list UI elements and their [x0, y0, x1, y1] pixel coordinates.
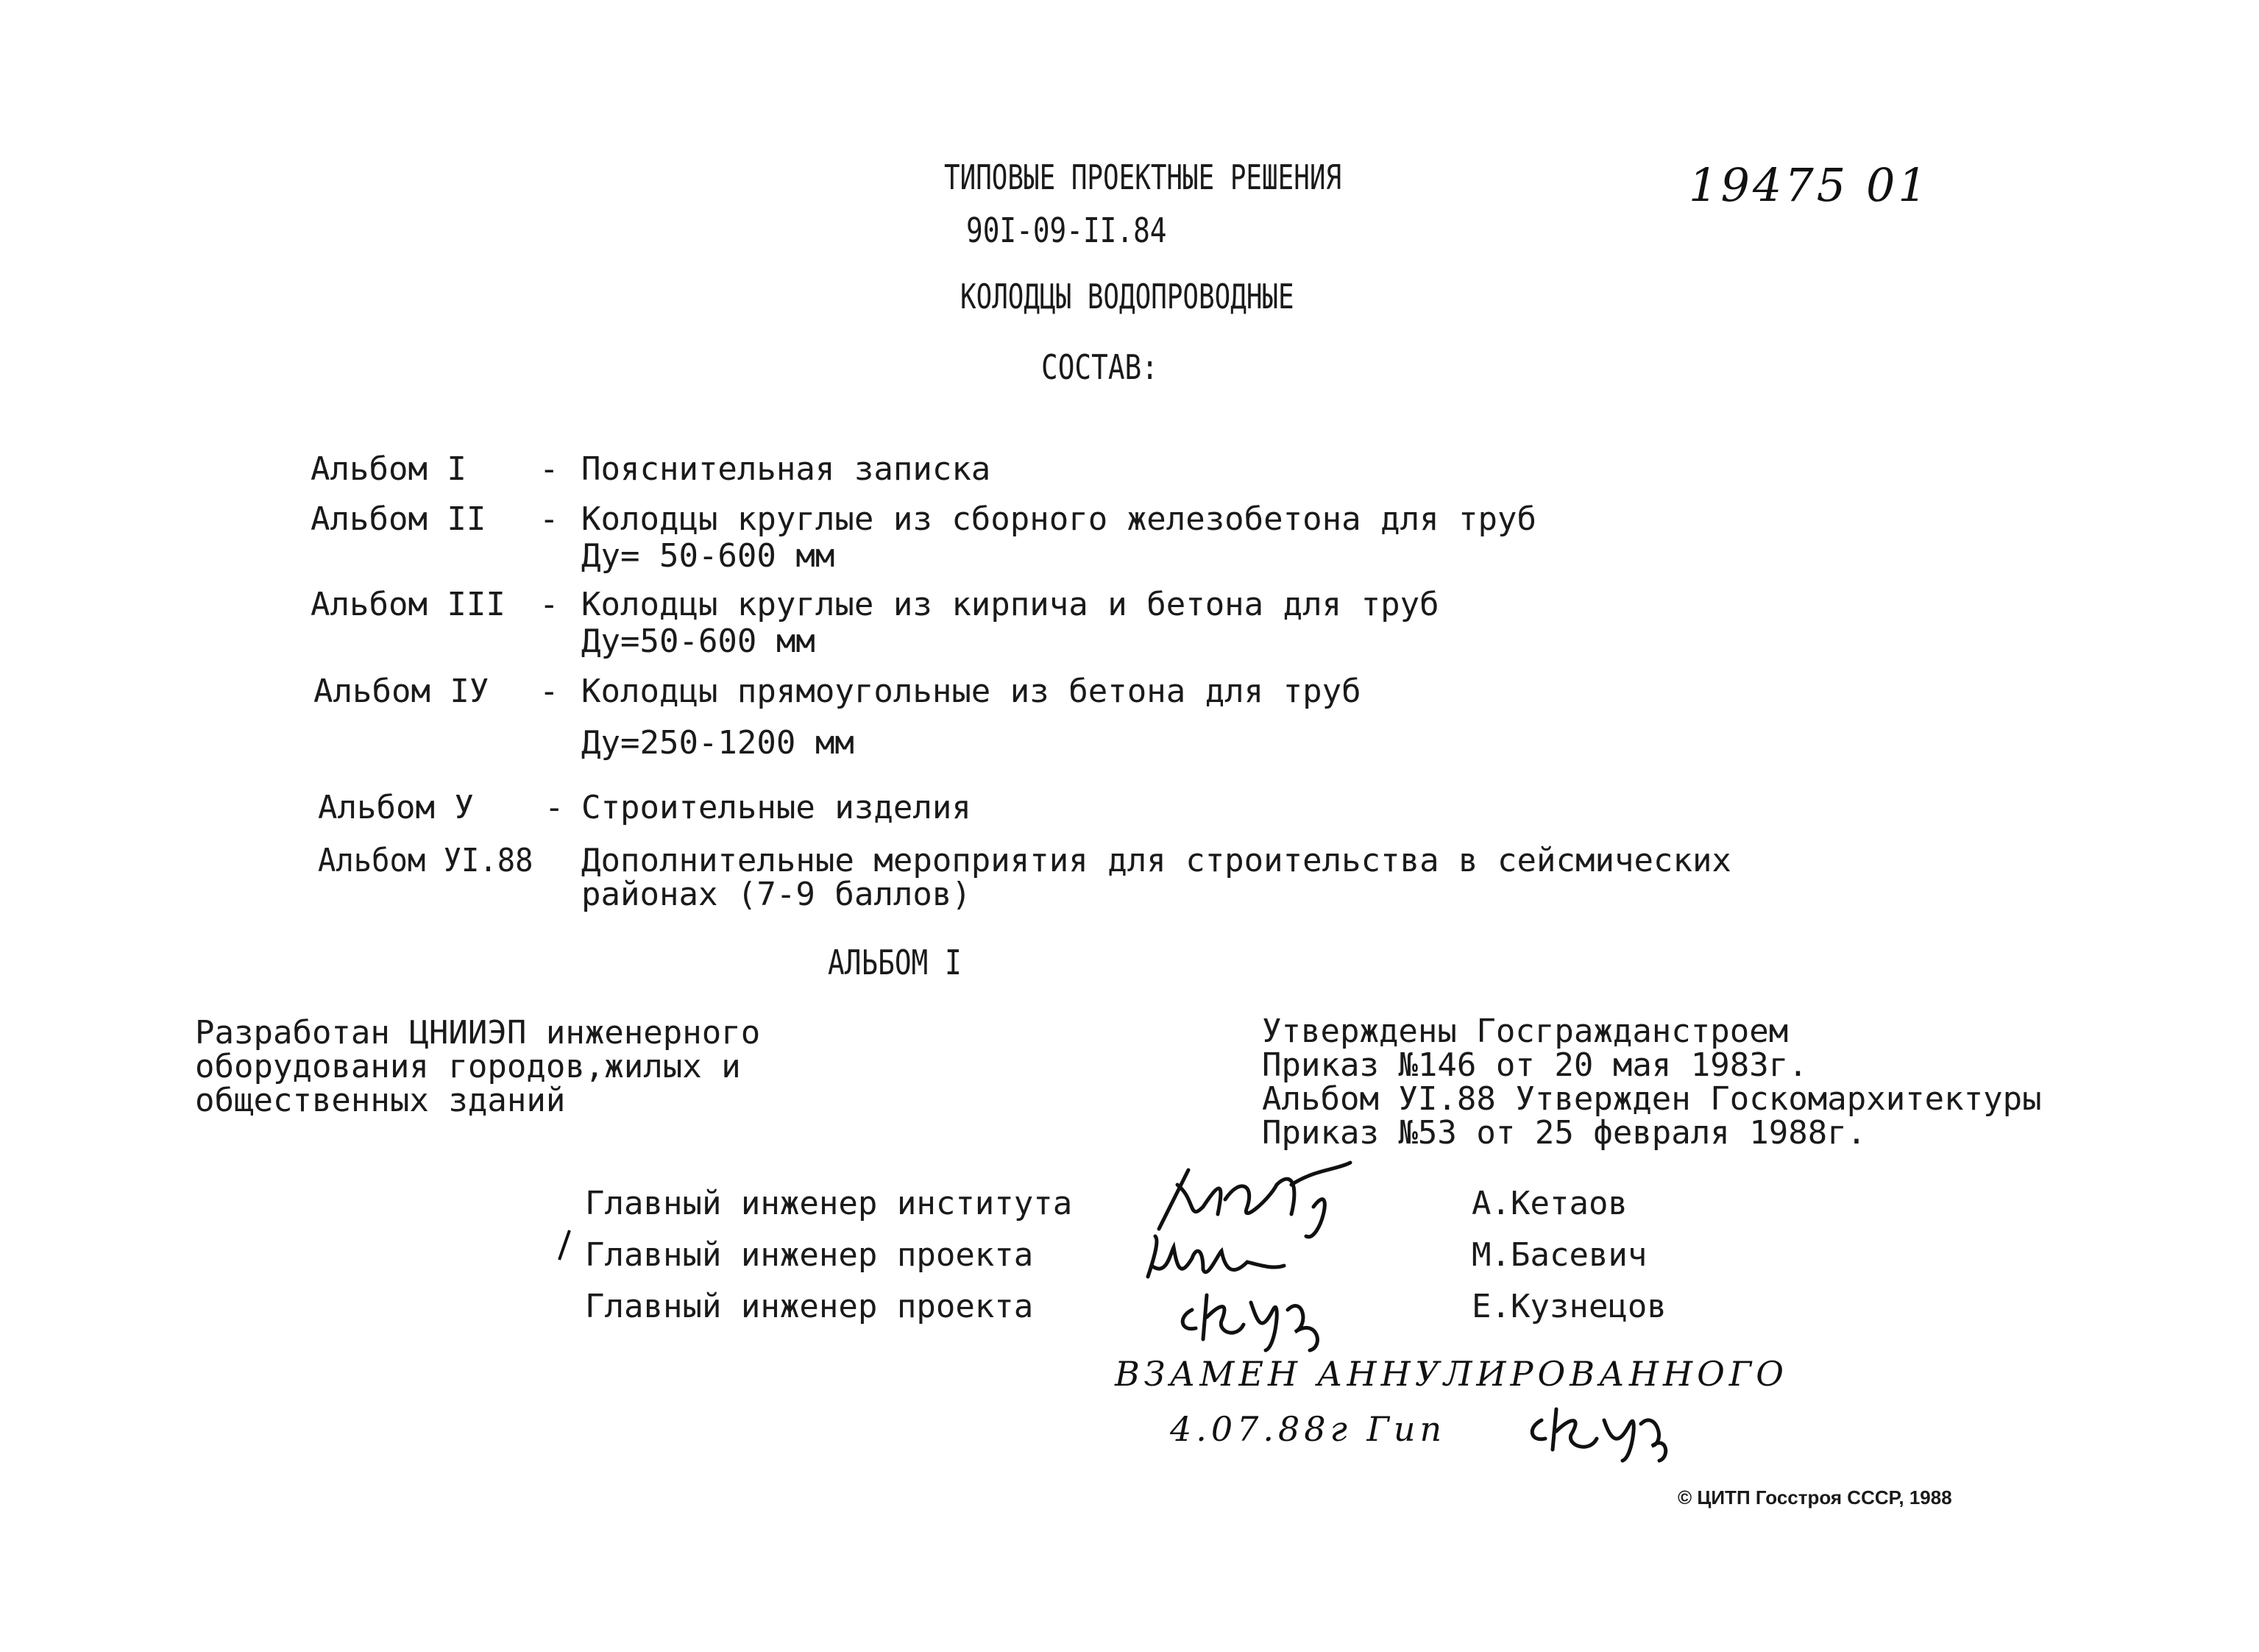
album-description: Колодцы прямоугольные из бетона для труб	[581, 673, 1361, 710]
approval-line: Альбом УI.88 Утвержден Госкомархитектуры	[1262, 1080, 2042, 1118]
album-label: Альбом УI.88	[318, 842, 533, 879]
signatory-name: М.Басевич	[1472, 1236, 1648, 1274]
developer-line: оборудования городов,жилых и	[195, 1048, 741, 1085]
handwritten-initials-icon	[1523, 1398, 1678, 1464]
album-description-continued: районах (7-9 баллов)	[581, 876, 971, 913]
archive-number-handwritten: 19475 01	[1689, 158, 1930, 212]
developer-line: Разработан ЦНИИЭП инженерного	[195, 1014, 761, 1052]
album-label: Альбом III	[311, 586, 506, 623]
approval-line: Утверждены Госгражданстроем	[1262, 1013, 1789, 1050]
album-description: Колодцы круглые из кирпича и бетона для труб	[581, 586, 1439, 623]
album-label: Альбом У	[318, 789, 474, 826]
album-description-continued: Ду= 50-600 мм	[581, 537, 835, 575]
document-series-title: ТИПОВЫЕ ПРОЕКТНЫЕ РЕШЕНИЯ	[944, 157, 1342, 197]
handwritten-note-line-1: ВЗАМЕН АННУЛИРОВАННОГО	[1115, 1354, 1788, 1394]
check-mark-icon	[553, 1227, 575, 1264]
album-description-continued: Ду=250-1200 мм	[581, 724, 854, 762]
album-dash: -	[539, 450, 559, 488]
signatory-name: А.Кетаов	[1472, 1185, 1628, 1222]
album-dash: -	[539, 586, 559, 623]
album-description: Дополнительные мероприятия для строительства в сейсмических	[581, 842, 1731, 879]
album-dash: -	[545, 789, 564, 826]
volume-label: АЛЬБОМ I	[828, 943, 962, 982]
handwritten-note-line-2: 4.07.88г Гип	[1170, 1409, 1447, 1449]
approval-line: Приказ №146 от 20 мая 1983г.	[1262, 1046, 1808, 1084]
document-subject: КОЛОДЦЫ ВОДОПРОВОДНЫЕ	[960, 277, 1294, 316]
signatory-title: Главный инженер института	[585, 1185, 1073, 1222]
album-label: Альбом I	[311, 450, 467, 488]
album-dash: -	[539, 500, 559, 538]
signatory-title: Главный инженер проекта	[585, 1236, 1034, 1274]
album-description: Строительные изделия	[581, 789, 971, 826]
album-dash: -	[539, 673, 559, 710]
signatory-name: Е.Кузнецов	[1472, 1288, 1667, 1325]
project-code: 90I-09-II.84	[966, 210, 1167, 250]
composition-heading: СОСТАВ:	[1041, 347, 1158, 387]
album-description: Пояснительная записка	[581, 450, 991, 488]
signatory-title: Главный инженер проекта	[585, 1288, 1034, 1325]
developer-line: общественных зданий	[195, 1082, 566, 1119]
album-description: Колодцы круглые из сборного железобетона для труб	[581, 500, 1537, 538]
album-label: Альбом IУ	[313, 673, 489, 710]
signature-3-icon	[1170, 1280, 1361, 1354]
album-label: Альбом II	[311, 500, 486, 538]
copyright: © ЦИТП Госстроя СССР, 1988	[1678, 1486, 1952, 1509]
approval-line: Приказ №53 от 25 февраля 1988г.	[1262, 1114, 1867, 1152]
album-description-continued: Ду=50-600 мм	[581, 623, 815, 660]
